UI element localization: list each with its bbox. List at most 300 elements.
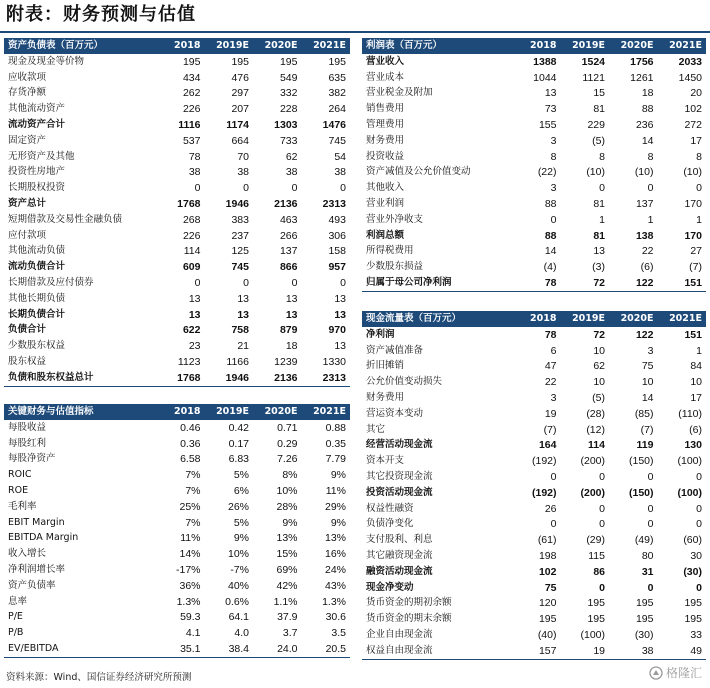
cell-value: 114 (183, 245, 201, 258)
cell-value: 75 (641, 360, 654, 373)
cell-value: 88 (641, 103, 654, 116)
cell-value: 622 (182, 324, 201, 337)
cell-value: 476 (231, 71, 249, 84)
table-row (4, 133, 350, 149)
cell-value: 81 (593, 229, 605, 242)
cell-value: 0 (550, 213, 557, 226)
cell-value: 0 (340, 182, 346, 195)
cell-value: 3 (550, 134, 557, 147)
cell-value: 0 (647, 182, 654, 195)
cell-value: 8 (696, 150, 702, 163)
table-row (4, 467, 350, 483)
table-row (4, 86, 350, 102)
cell-value: 151 (684, 328, 702, 341)
cell-value: 33 (690, 629, 702, 642)
cell-value: 13 (285, 292, 298, 305)
cell-value: 2313 (322, 198, 346, 211)
table-row (362, 611, 706, 627)
cell-value: (85) (634, 407, 654, 420)
cell-value: -17% (175, 564, 201, 577)
cell-value: (28) (586, 407, 605, 420)
cell-value: 10 (641, 376, 654, 389)
row-label: P/B (8, 627, 24, 639)
cell-value: 237 (231, 229, 249, 242)
cell-value: (29) (586, 534, 605, 547)
table-row (362, 517, 706, 533)
table-row (4, 54, 350, 70)
cell-value: 13 (188, 292, 201, 305)
column-header: 2019E (561, 311, 610, 327)
cell-value: 16% (324, 548, 346, 561)
cell-value: 6.58 (180, 453, 201, 466)
table-row (362, 259, 706, 275)
table-row (4, 499, 350, 515)
cell-value: 23 (188, 340, 201, 353)
table-row (4, 625, 350, 641)
cell-value: 382 (328, 87, 346, 100)
cell-value: 1 (696, 344, 702, 357)
table-row (362, 101, 706, 117)
cell-value: 0 (696, 502, 702, 515)
cell-value: 72 (561, 275, 610, 291)
table-row (4, 610, 350, 626)
cell-value: 30 (690, 550, 702, 563)
cell-value: (10) (634, 166, 654, 179)
cell-value: 37.9 (277, 611, 298, 624)
cell-value: 0 (194, 182, 201, 195)
cell-value: 332 (279, 87, 298, 100)
table-row (4, 594, 350, 610)
cell-value: 49 (658, 643, 707, 659)
cell-value: 8 (647, 150, 654, 163)
cell-value: (7) (689, 261, 702, 274)
cell-value: 137 (635, 198, 654, 211)
cell-value: 137 (279, 245, 298, 258)
cell-value: 157 (512, 643, 561, 659)
row-label: EBIT Margin (8, 516, 65, 528)
row-label: 投资收益 (366, 150, 405, 162)
table-row (4, 70, 350, 86)
cell-value: 22 (641, 245, 654, 258)
row-label: 净利润增长率 (8, 564, 66, 576)
table-row (362, 532, 706, 548)
cell-value: 879 (279, 324, 298, 337)
cell-value: 229 (587, 119, 605, 132)
cell-value: 3 (550, 392, 557, 405)
table-title: 关键财务与估值指标 (4, 404, 156, 420)
table-row (4, 323, 350, 339)
cell-value: 0.36 (180, 437, 201, 450)
cell-value: (5) (592, 134, 605, 147)
table-row (362, 275, 706, 291)
cell-value: 19 (544, 407, 557, 420)
cell-value: 13 (285, 308, 298, 321)
cell-value: 38 (285, 166, 298, 179)
row-label: 资产减值准备 (366, 344, 424, 356)
cell-value: 0 (291, 182, 298, 195)
cell-value: 1121 (582, 71, 605, 84)
table-row (362, 469, 706, 485)
row-label: 其他流动资产 (8, 103, 66, 115)
cell-value: 1.3% (176, 595, 201, 608)
cell-value: 1768 (177, 198, 201, 211)
row-label: 存货净额 (8, 87, 47, 99)
cell-value: (7) (543, 423, 557, 436)
source-note: 资料来源：Wind、国信证券经济研究所预测 (6, 672, 192, 683)
cell-value: 733 (279, 134, 298, 147)
cell-value: 13% (324, 532, 346, 545)
cell-value: 268 (182, 213, 201, 226)
cell-value: 78 (544, 328, 557, 341)
cell-value: 0 (194, 277, 201, 290)
cell-value: 1239 (274, 356, 298, 369)
cell-value: 0 (243, 182, 249, 195)
cell-value: 5% (233, 469, 249, 482)
row-label: 长期股权投资 (8, 182, 66, 194)
cell-value: 537 (182, 134, 201, 147)
cell-value: (5) (592, 392, 605, 405)
cell-value: (22) (537, 166, 557, 179)
cell-value: 17 (690, 392, 702, 405)
row-label: 营业利润 (366, 198, 405, 210)
table-row (362, 485, 706, 501)
cell-value: 236 (635, 119, 654, 132)
cell-value: 272 (684, 119, 702, 132)
cell-value: 25% (179, 500, 201, 513)
column-header: 2021E (658, 38, 707, 54)
cell-value: 1756 (630, 55, 654, 68)
table-header-row (4, 38, 350, 54)
table-row (362, 438, 706, 454)
row-label: 收入增长 (8, 548, 47, 560)
cell-value: 0 (647, 502, 654, 515)
cell-value: 549 (279, 71, 298, 84)
cash-flow-table (362, 311, 706, 660)
row-label: 折旧摊销 (366, 360, 405, 372)
cell-value: 7% (185, 516, 201, 529)
cell-value: 0 (340, 277, 346, 290)
row-label: 营业外净收支 (366, 213, 424, 225)
cell-value: (150) (628, 455, 654, 468)
cell-value: 8 (550, 150, 557, 163)
table-row (4, 228, 350, 244)
cell-value: 30.6 (325, 611, 346, 624)
cell-value: 1450 (678, 71, 702, 84)
row-label: 毛利率 (8, 500, 37, 512)
cell-value: (12) (586, 423, 605, 436)
cell-value: (10) (683, 166, 702, 179)
cell-value: 0 (647, 581, 654, 594)
cell-value: 195 (279, 55, 298, 68)
cell-value: 1 (599, 213, 605, 226)
table-row (4, 212, 350, 228)
cell-value: 122 (635, 328, 654, 341)
table-row (362, 228, 706, 244)
cell-value: (3) (592, 261, 605, 274)
table-row (4, 483, 350, 499)
row-label: 财务费用 (366, 392, 405, 404)
cell-value: 164 (538, 439, 557, 452)
row-label: 其他收入 (366, 182, 405, 194)
row-label: 净利润 (366, 328, 395, 340)
table-row (4, 291, 350, 307)
cell-value: 262 (182, 87, 201, 100)
cell-value: 383 (231, 213, 249, 226)
cell-value: 1 (696, 213, 702, 226)
cell-value: 11% (325, 485, 346, 498)
cell-value: 195 (182, 55, 201, 68)
cell-value: 28% (276, 500, 298, 513)
cell-value: 19 (561, 643, 610, 659)
cell-value: 9% (233, 532, 249, 545)
cell-value: 81 (593, 198, 605, 211)
row-label: 无形资产及其他 (8, 150, 75, 162)
cell-value: 80 (641, 550, 654, 563)
table-row (4, 420, 350, 436)
table-row (362, 54, 706, 70)
table-row (4, 452, 350, 468)
cell-value: 59.3 (180, 611, 201, 624)
cell-value: 47 (544, 360, 557, 373)
table-row (4, 101, 350, 117)
cell-value: 5% (233, 516, 249, 529)
cell-value: 38.4 (205, 641, 254, 657)
cell-value: 0 (599, 518, 605, 531)
cell-value: 26% (227, 500, 249, 513)
cell-value: 1.1% (273, 595, 298, 608)
cell-value: 8 (599, 150, 605, 163)
row-label: 资本开支 (366, 455, 405, 467)
table-row (4, 562, 350, 578)
cell-value: 14 (641, 392, 654, 405)
cell-value: 4.1 (185, 627, 201, 640)
cell-value: 0 (291, 277, 298, 290)
cell-value: 664 (231, 134, 249, 147)
cell-value: 38 (237, 166, 249, 179)
row-label: 归属于母公司净利润 (362, 275, 512, 291)
row-label: 长期借款及应付债券 (8, 277, 94, 289)
cell-value: 119 (636, 439, 654, 452)
cell-value: 1476 (322, 119, 346, 132)
row-label: 货币资金的期末余额 (366, 613, 452, 625)
cell-value: -7% (230, 564, 249, 577)
row-label: 营运资本变动 (366, 407, 424, 419)
cell-value: 195 (328, 55, 346, 68)
cell-value: 866 (279, 261, 298, 274)
cell-value: 29% (324, 500, 346, 513)
cell-value: 0.88 (325, 421, 346, 434)
cell-value: 155 (538, 119, 557, 132)
cell-value: 20.5 (302, 641, 351, 657)
cell-value: 125 (231, 245, 249, 258)
cell-value: 10% (227, 548, 249, 561)
balance-sheet-table (4, 38, 350, 387)
cell-value: 22 (544, 376, 557, 389)
cell-value: 297 (231, 87, 249, 100)
table-row (362, 564, 706, 580)
table-row (4, 149, 350, 165)
cell-value: (60) (683, 534, 702, 547)
table-row (362, 327, 706, 343)
cell-value: 609 (182, 261, 201, 274)
row-label: 营业收入 (366, 55, 405, 67)
cell-value: 195 (538, 613, 557, 626)
row-label: 支付股利、利息 (366, 534, 433, 546)
cell-value: 745 (231, 261, 249, 274)
table-row (362, 244, 706, 260)
cell-value: (192) (531, 486, 557, 499)
row-label: 每股红利 (8, 437, 47, 449)
table-row (362, 165, 706, 181)
table-row (4, 546, 350, 562)
cell-value: 2136 (253, 370, 302, 386)
table-row (4, 436, 350, 452)
cell-value: 9% (282, 516, 298, 529)
cell-value: 35.1 (156, 641, 205, 657)
column-header: 2020E (609, 38, 658, 54)
cell-value: 26 (544, 502, 557, 515)
table-row (4, 165, 350, 181)
cell-value: 14% (179, 548, 201, 561)
cell-value: 3.5 (331, 627, 346, 640)
watermark (649, 664, 702, 681)
cell-value: 18 (641, 87, 654, 100)
row-label: 资产总计 (8, 198, 47, 210)
cell-value: 13 (593, 245, 605, 258)
cell-value: 81 (593, 103, 605, 116)
column-header: 2020E (253, 38, 302, 54)
cell-value: 38 (334, 166, 346, 179)
row-label: 利润总额 (366, 229, 405, 241)
cell-value: 0.35 (325, 437, 346, 450)
page-title: 附表：财务预测与估值 (6, 4, 196, 25)
table-row (4, 531, 350, 547)
table-row (4, 370, 350, 386)
column-header: 2019E (205, 404, 254, 420)
cell-value: 195 (587, 597, 605, 610)
row-label: 负债净变化 (366, 518, 414, 530)
row-label: 流动负债合计 (8, 261, 66, 273)
cell-value: 75 (544, 581, 557, 594)
table-row (362, 406, 706, 422)
cell-value: 1303 (274, 119, 298, 132)
row-label: 长期负债合计 (8, 308, 66, 320)
cell-value: 0.6% (225, 595, 249, 608)
cell-value: 1044 (533, 71, 557, 84)
table-title: 利润表（百万元） (362, 38, 512, 54)
cell-value: 13 (334, 340, 346, 353)
table-title: 现金流量表（百万元） (362, 311, 512, 327)
cell-value: (30) (683, 565, 702, 578)
cell-value: 115 (588, 550, 605, 563)
row-label: EBITDA Margin (8, 532, 79, 544)
row-label: 企业自由现金流 (366, 629, 433, 641)
cell-value: (61) (537, 534, 557, 547)
cell-value: 0 (599, 471, 605, 484)
cell-value: 18 (285, 340, 298, 353)
cell-value: 207 (231, 103, 249, 116)
row-label: 财务费用 (366, 134, 405, 146)
cell-value: 1524 (581, 55, 605, 68)
cell-value: 13 (237, 292, 249, 305)
row-label: 营业税金及附加 (366, 87, 433, 99)
table-row (362, 180, 706, 196)
column-header: 2018 (512, 311, 561, 327)
cell-value: 195 (635, 613, 654, 626)
cell-value: 0 (550, 471, 557, 484)
cell-value: 86 (593, 565, 605, 578)
column-header: 2021E (302, 404, 351, 420)
cell-value: 3 (647, 344, 654, 357)
cell-value: 72 (593, 328, 605, 341)
cell-value: 0.71 (277, 421, 298, 434)
cell-value: 1261 (630, 71, 654, 84)
cell-value: 102 (538, 565, 557, 578)
cell-value: 7% (185, 485, 201, 498)
row-label: 融资活动现金流 (366, 565, 433, 577)
cell-value: (100) (677, 455, 702, 468)
column-header: 2020E (253, 404, 302, 420)
table-row (362, 643, 706, 659)
column-header: 2020E (609, 311, 658, 327)
cell-value: 21 (237, 340, 249, 353)
cell-value: 0 (647, 471, 654, 484)
cell-value: (10) (586, 166, 605, 179)
cell-value: 84 (690, 360, 702, 373)
cell-value: 493 (328, 213, 346, 226)
cell-value: (110) (678, 407, 702, 420)
row-label: 管理费用 (366, 119, 405, 131)
table-header-row (362, 311, 706, 327)
table-row (4, 641, 350, 657)
row-label: 其它投资现金流 (366, 471, 433, 483)
cell-value: 1166 (226, 356, 249, 369)
row-label: 短期借款及交易性金融负债 (8, 213, 123, 225)
cell-value: 1946 (225, 198, 249, 211)
cell-value: 0 (696, 581, 702, 594)
cell-value: 2313 (302, 370, 351, 386)
cell-value: 0.42 (228, 421, 249, 434)
cell-value: 0 (599, 581, 605, 594)
table-row (362, 212, 706, 228)
cell-value: (192) (531, 455, 557, 468)
cell-value: 758 (231, 324, 249, 337)
column-header: 2018 (156, 38, 205, 54)
cell-value: 266 (279, 229, 298, 242)
cell-value: 1388 (533, 55, 557, 68)
cell-value: 226 (182, 103, 201, 116)
table-row (4, 244, 350, 260)
table-row (362, 501, 706, 517)
column-header: 2019E (561, 38, 610, 54)
cell-value: 38 (188, 166, 201, 179)
table-row (4, 275, 350, 291)
row-label: 销售费用 (366, 103, 405, 115)
cell-value: 78 (512, 275, 561, 291)
cell-value: (49) (634, 534, 654, 547)
cell-value: 0 (696, 518, 702, 531)
table-row (4, 307, 350, 323)
cell-value: 102 (684, 103, 702, 116)
cell-value: 0 (550, 518, 557, 531)
table-row (4, 196, 350, 212)
cell-value: 0 (599, 182, 605, 195)
cell-value: 120 (538, 597, 557, 610)
cell-value: (4) (543, 261, 557, 274)
cell-value: 7.79 (325, 453, 346, 466)
cell-value: 0.29 (277, 437, 298, 450)
table-row (362, 196, 706, 212)
